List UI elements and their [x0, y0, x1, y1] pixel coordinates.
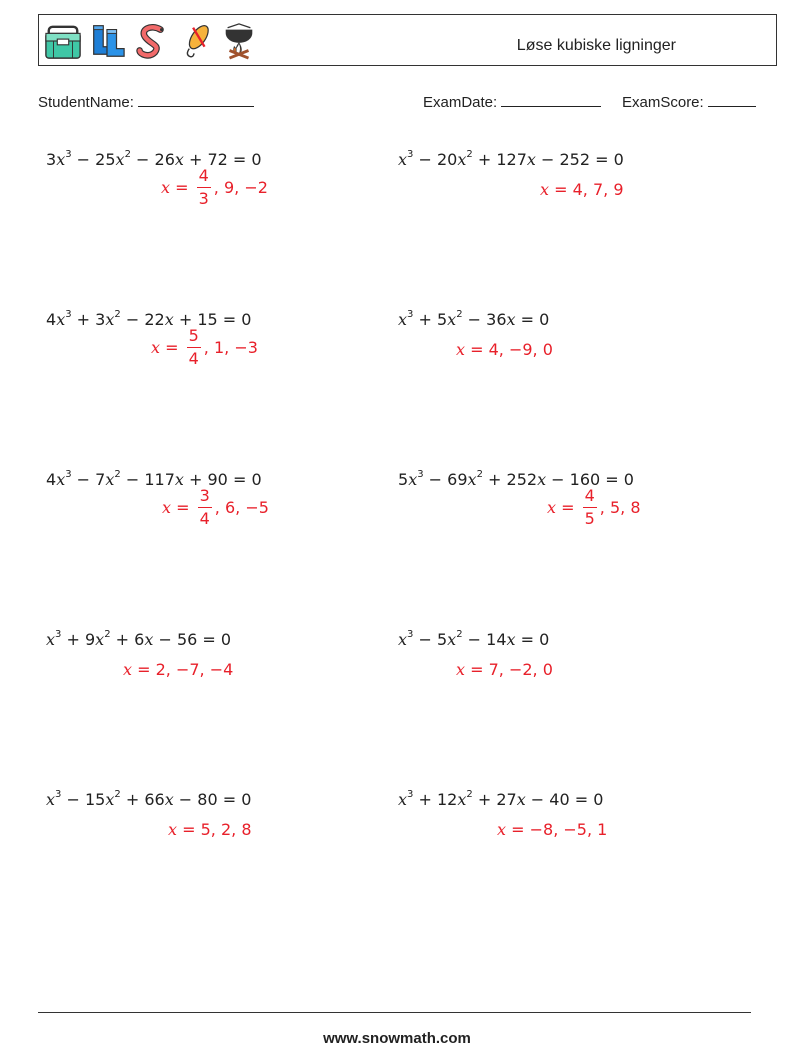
- answer-fraction: $\frac{4}{3}$: [198, 166, 209, 208]
- problem-answer: x = $\frac{3}{4}$ , 6, −5: [162, 486, 269, 528]
- exam-score-line: [622, 92, 756, 111]
- exam-score-label: ExamScore:: [622, 94, 704, 111]
- problem-equation: $x^3 + 5x^2 - 36x = 0$: [398, 308, 550, 329]
- exam-date-label: ExamDate:: [423, 94, 498, 111]
- worksheet-header: [38, 14, 777, 66]
- student-name-label: StudentName:: [38, 94, 134, 111]
- problem-answer: x = 4, −9, 0: [456, 340, 553, 359]
- answer-fraction: $\frac{4}{5}$: [584, 486, 595, 528]
- answer-fraction: $\frac{3}{4}$: [199, 486, 210, 528]
- problem-equation: $x^3 - 5x^2 - 14x = 0$: [398, 628, 550, 649]
- problem-equation: $x^3 - 15x^2 + 66x - 80 = 0$: [46, 788, 252, 809]
- worm-icon: [132, 21, 170, 61]
- exam-score-blank[interactable]: [708, 92, 756, 107]
- problem-answer: x = −8, −5, 1: [497, 820, 608, 839]
- footer-url: www.snowmath.com: [323, 1030, 471, 1047]
- toolbox-icon: [44, 21, 82, 61]
- problem-equation: $x^3 + 12x^2 + 27x - 40 = 0$: [398, 788, 604, 809]
- problem-equation: $4x^3 - 7x^2 - 117x + 90 = 0$: [46, 468, 262, 489]
- fishing-lure-icon: [176, 21, 214, 61]
- problem-answer: x = 4, 7, 9: [540, 180, 624, 199]
- exam-date-blank[interactable]: [501, 92, 601, 107]
- problem-answer: x = 7, −2, 0: [456, 660, 553, 679]
- problem-answer: x = 5, 2, 8: [168, 820, 252, 839]
- problem-equation: $3x^3 - 25x^2 - 26x + 72 = 0$: [46, 148, 262, 169]
- boots-icon: [88, 21, 126, 61]
- problem-answer: x = $\frac{4}{3}$ , 9, −2: [161, 166, 268, 208]
- student-name-line: [38, 92, 254, 111]
- worksheet-title: Løse kubiske ligninger: [516, 37, 676, 54]
- problem-equation: $x^3 - 20x^2 + 127x - 252 = 0$: [398, 148, 624, 169]
- problem-equation: $x^3 + 9x^2 + 6x - 56 = 0$: [46, 628, 232, 649]
- answer-fraction: $\frac{5}{4}$: [188, 326, 199, 368]
- campfire-pot-icon: [220, 21, 258, 61]
- problem-answer: x = $\frac{5}{4}$ , 1, −3: [151, 326, 258, 368]
- footer-divider: [38, 1012, 751, 1013]
- header-icon-row: [44, 19, 258, 63]
- student-name-blank[interactable]: [138, 92, 254, 107]
- problem-equation: $4x^3 + 3x^2 - 22x + 15 = 0$: [46, 308, 252, 329]
- problem-equation: $5x^3 - 69x^2 + 252x - 160 = 0$: [398, 468, 634, 489]
- problem-answer: x = 2, −7, −4: [123, 660, 234, 679]
- exam-date-line: [423, 92, 601, 111]
- problem-answer: x = $\frac{4}{5}$ , 5, 8: [547, 486, 641, 528]
